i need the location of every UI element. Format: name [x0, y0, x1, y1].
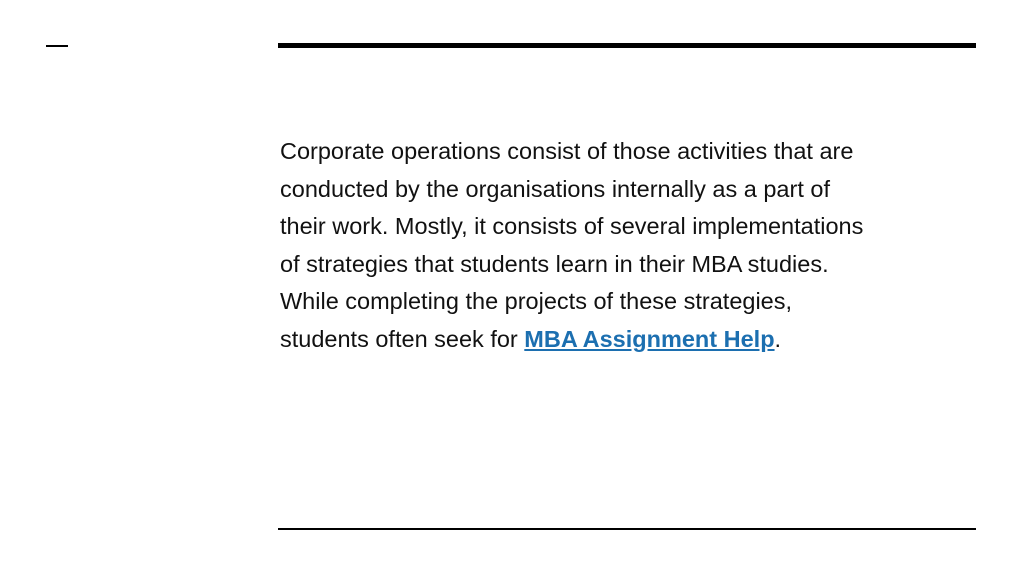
mba-assignment-help-link[interactable]: MBA Assignment Help [524, 325, 775, 352]
last-line-suffix: . [774, 325, 782, 352]
paragraph-line: their work. Mostly, it consists of several implementations [280, 213, 864, 239]
paragraph-line: Corporate operations consist of those activities that are [280, 138, 854, 164]
bottom-divider [278, 528, 976, 530]
body-paragraph [280, 133, 970, 358]
paragraph-line: While completing the projects of these strategies, [280, 288, 793, 314]
paragraph-line: conducted by the organisations internally as a part of [280, 175, 830, 202]
corner-dash-decoration [46, 45, 68, 47]
top-divider [278, 43, 976, 48]
paragraph-line: of strategies that students learn in their MBA studies. [280, 250, 829, 277]
last-line-prefix: students often seek for [280, 325, 525, 352]
paragraph-line-last [280, 321, 970, 359]
